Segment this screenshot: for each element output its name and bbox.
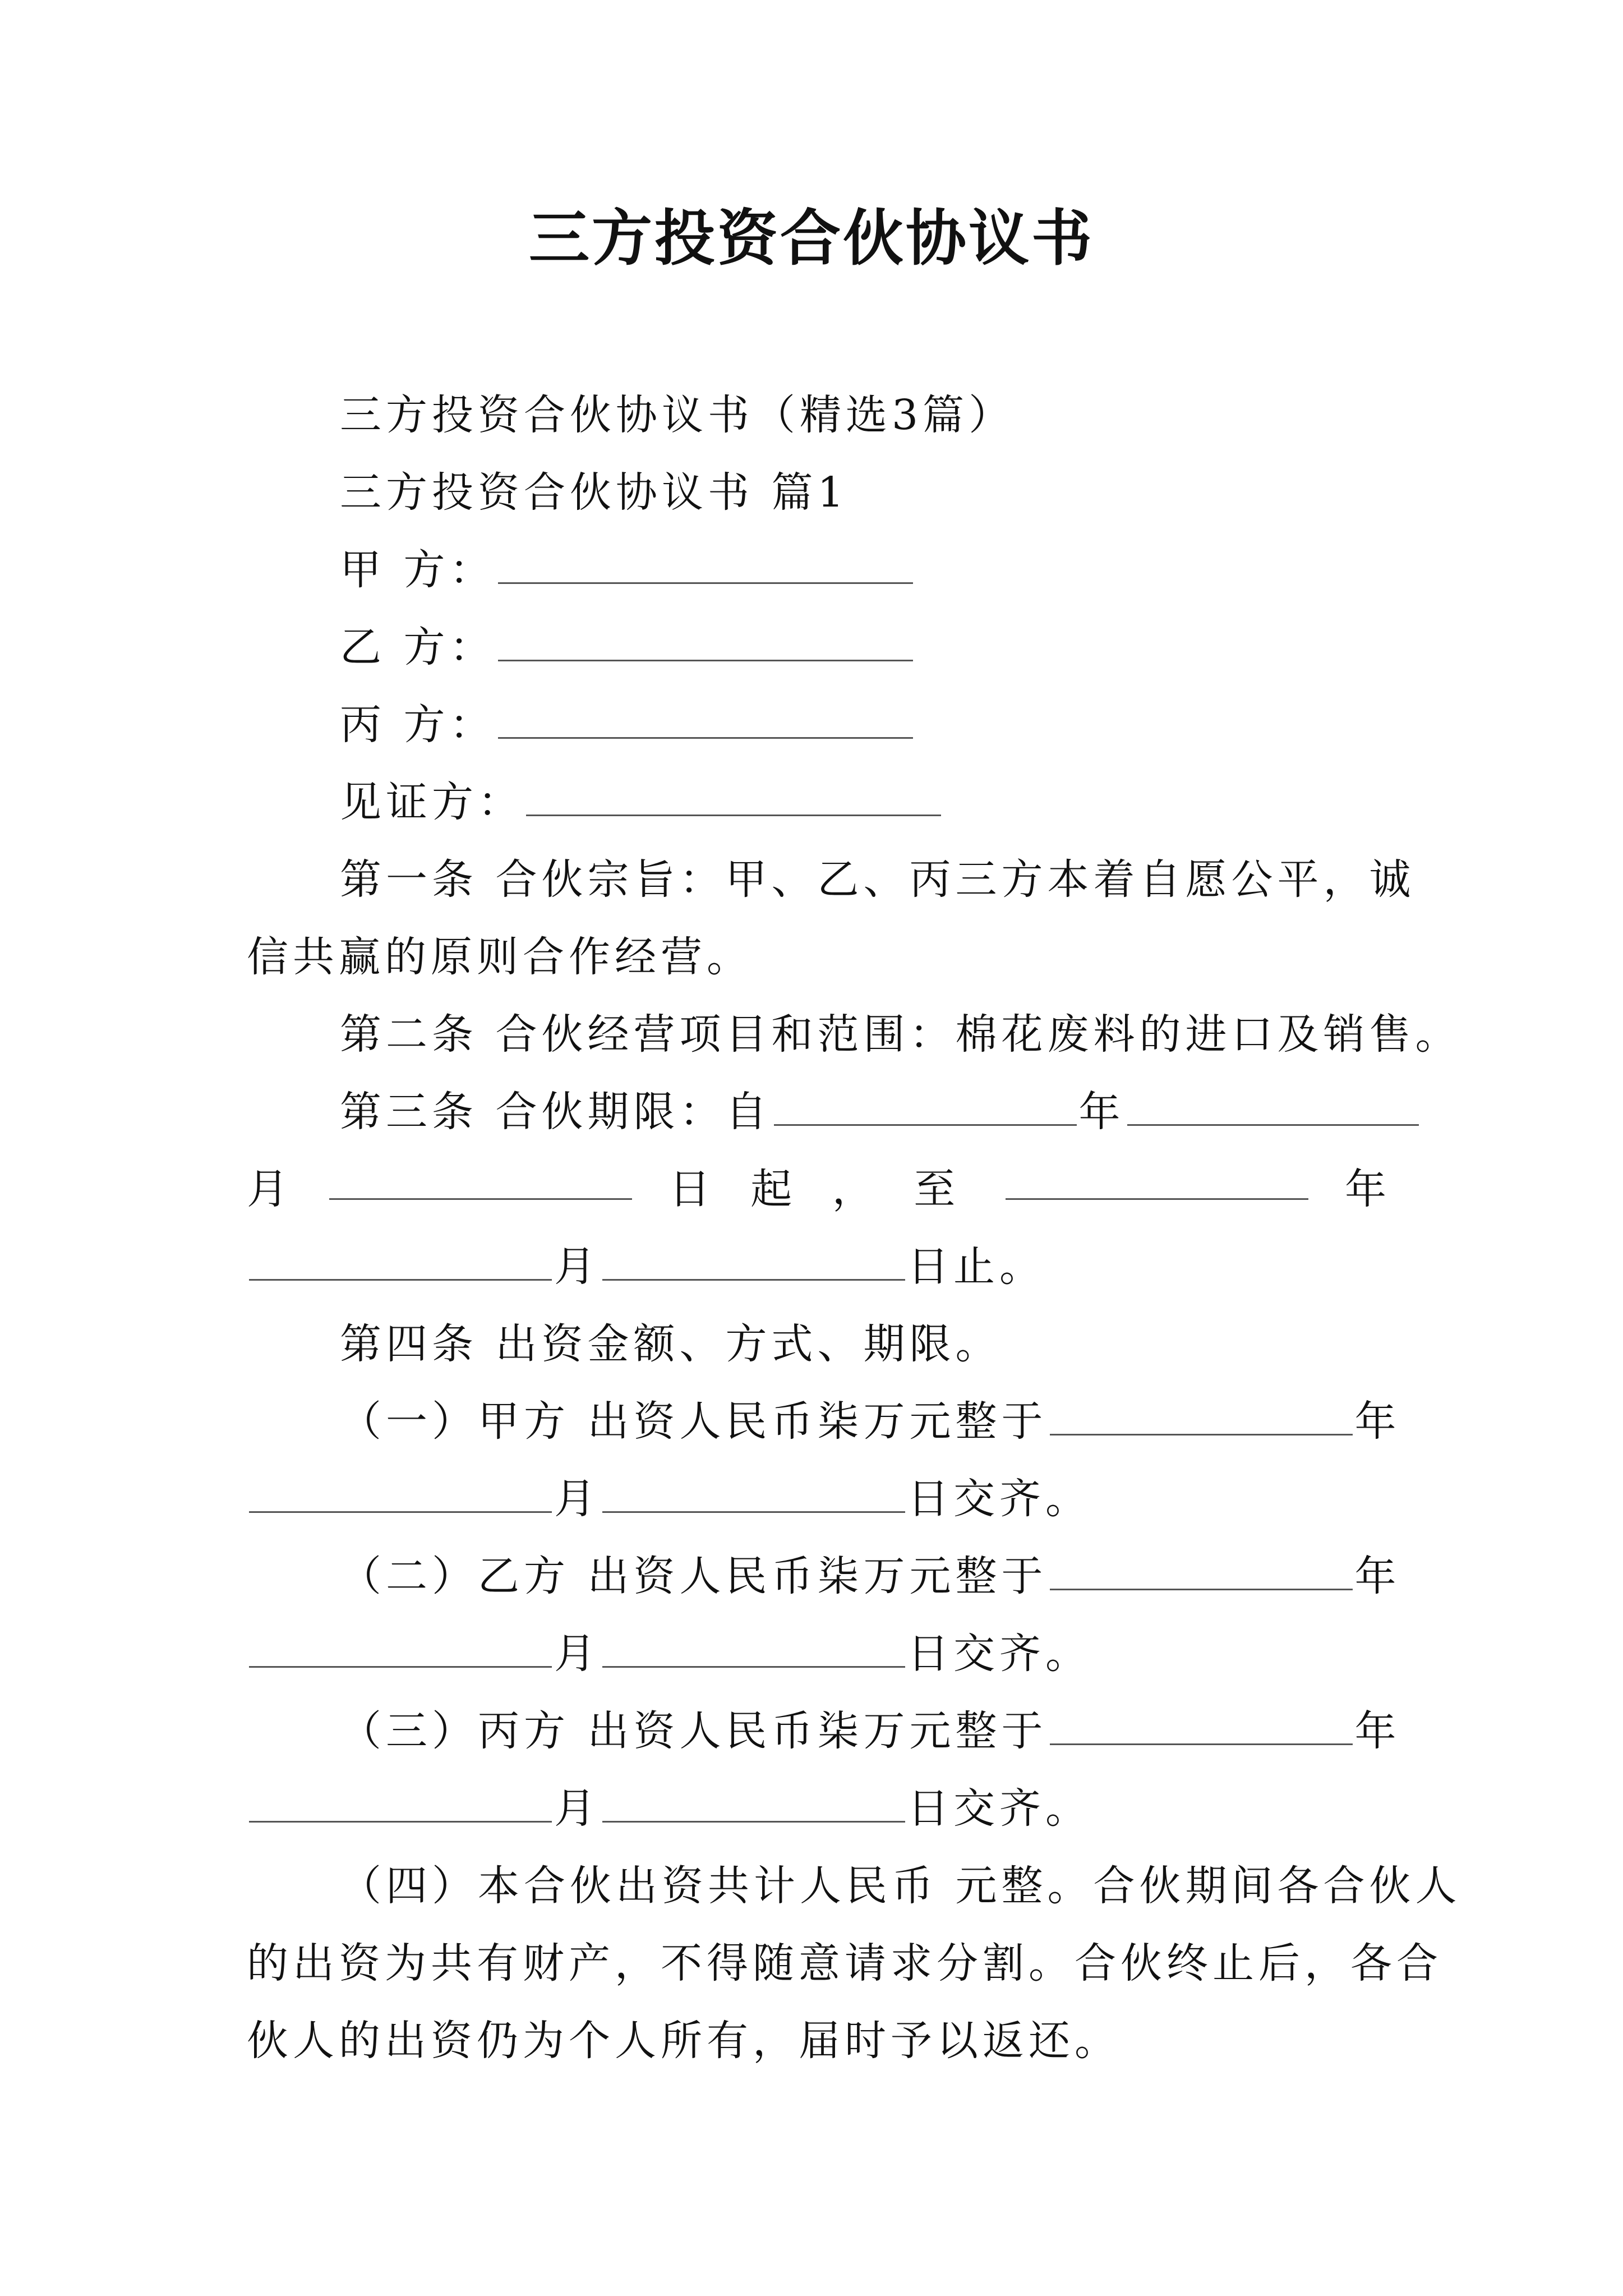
contribution-a-year-blank[interactable] — [1050, 1397, 1353, 1435]
article2: 第二条 合伙经营项目和范围：棉花废料的进口及销售。 — [340, 1010, 1461, 1059]
contribution-b-year-blank[interactable] — [1050, 1552, 1353, 1590]
witness-label: 见证方： — [340, 778, 524, 826]
start-year-blank[interactable] — [774, 1087, 1077, 1126]
para4-line1: （四）本合伙出资共计人民币 元整。合伙期间各合伙人 — [340, 1862, 1461, 1910]
article3-line1 — [340, 1084, 1394, 1140]
contribution-a-month-blank[interactable] — [249, 1474, 552, 1513]
party-c-label: 丙 方： — [340, 701, 496, 749]
contribution-b-day-blank[interactable] — [602, 1629, 905, 1668]
contribution-c-end: 日交齐。 — [907, 1784, 1091, 1833]
contribution-b-month-blank[interactable] — [249, 1629, 552, 1668]
end-label: 日止。 — [907, 1243, 1045, 1291]
party-b-label: 乙 方： — [340, 623, 496, 671]
article3-line2 — [247, 1161, 1391, 1217]
article3-line3 — [247, 1239, 1391, 1295]
end-day-blank[interactable] — [602, 1242, 905, 1281]
article4-heading: 第四条 出资金额、方式、期限。 — [340, 1320, 1002, 1368]
contribution-b-label: （二）乙方 出资人民币柒万元整于 — [340, 1552, 1048, 1600]
party-a-line — [340, 542, 1394, 598]
party-b-blank[interactable] — [498, 623, 913, 661]
contribution-b-end: 日交齐。 — [907, 1630, 1091, 1678]
month-label: 月 — [247, 1165, 293, 1213]
contribution-c-label: （三）丙方 出资人民币柒万元整于 — [340, 1707, 1048, 1755]
contribution-a-month: 月 — [554, 1475, 600, 1523]
contribution-c-year: 年 — [1354, 1707, 1401, 1755]
party-b-line — [340, 619, 1394, 675]
article1-line1: 第一条 合伙宗旨：甲、乙、丙三方本着自愿公平，诚 — [340, 855, 1415, 904]
article1-line2: 信共赢的原则合作经营。 — [247, 933, 753, 981]
para4-line3: 伙人的出资仍为个人所有，届时予以返还。 — [247, 2017, 1121, 2065]
witness-blank[interactable] — [526, 777, 941, 816]
year2-label: 年 — [1344, 1165, 1391, 1213]
contribution-a-end: 日交齐。 — [907, 1475, 1091, 1523]
subtitle: 三方投资合伙协议书（精选3篇） — [340, 391, 1015, 439]
contribution-c-month: 月 — [554, 1784, 600, 1833]
contribution-c-line1 — [340, 1703, 1401, 1759]
party-c-blank[interactable] — [498, 700, 913, 739]
party-c-line — [340, 697, 1394, 753]
party-a-blank[interactable] — [498, 545, 913, 584]
part-heading: 三方投资合伙协议书 篇1 — [340, 468, 849, 517]
contribution-a-year: 年 — [1354, 1397, 1401, 1446]
witness-line — [340, 774, 1394, 830]
contribution-a-label: （一）甲方 出资人民币柒万元整于 — [340, 1397, 1048, 1446]
contribution-a-line2 — [247, 1471, 1391, 1527]
contribution-a-line1 — [340, 1393, 1401, 1450]
month2-label: 月 — [554, 1243, 600, 1291]
para4-line2: 的出资为共有财产，不得随意请求分割。合伙终止后，各合 — [247, 1939, 1442, 1987]
contribution-c-month-blank[interactable] — [249, 1784, 552, 1823]
contribution-c-day-blank[interactable] — [602, 1784, 905, 1823]
contribution-c-year-blank[interactable] — [1050, 1706, 1353, 1745]
article3-prefix: 第三条 合伙期限：自 — [340, 1088, 772, 1136]
year-label: 年 — [1078, 1088, 1125, 1136]
contribution-b-year: 年 — [1354, 1552, 1401, 1600]
end-year-blank[interactable] — [1006, 1161, 1308, 1200]
start-month-blank[interactable] — [1127, 1087, 1419, 1126]
start-day-blank[interactable] — [329, 1161, 632, 1200]
contribution-b-line2 — [247, 1626, 1391, 1682]
day-from-label: 日 起 ， 至 — [668, 1165, 969, 1213]
contribution-b-line1 — [340, 1548, 1401, 1604]
end-month-blank[interactable] — [249, 1242, 552, 1281]
contribution-b-month: 月 — [554, 1630, 600, 1678]
document-title: 三方投资合伙协议书 — [528, 203, 1094, 274]
contribution-a-day-blank[interactable] — [602, 1474, 905, 1513]
party-a-label: 甲 方： — [340, 546, 496, 594]
contribution-c-line2 — [247, 1780, 1391, 1837]
